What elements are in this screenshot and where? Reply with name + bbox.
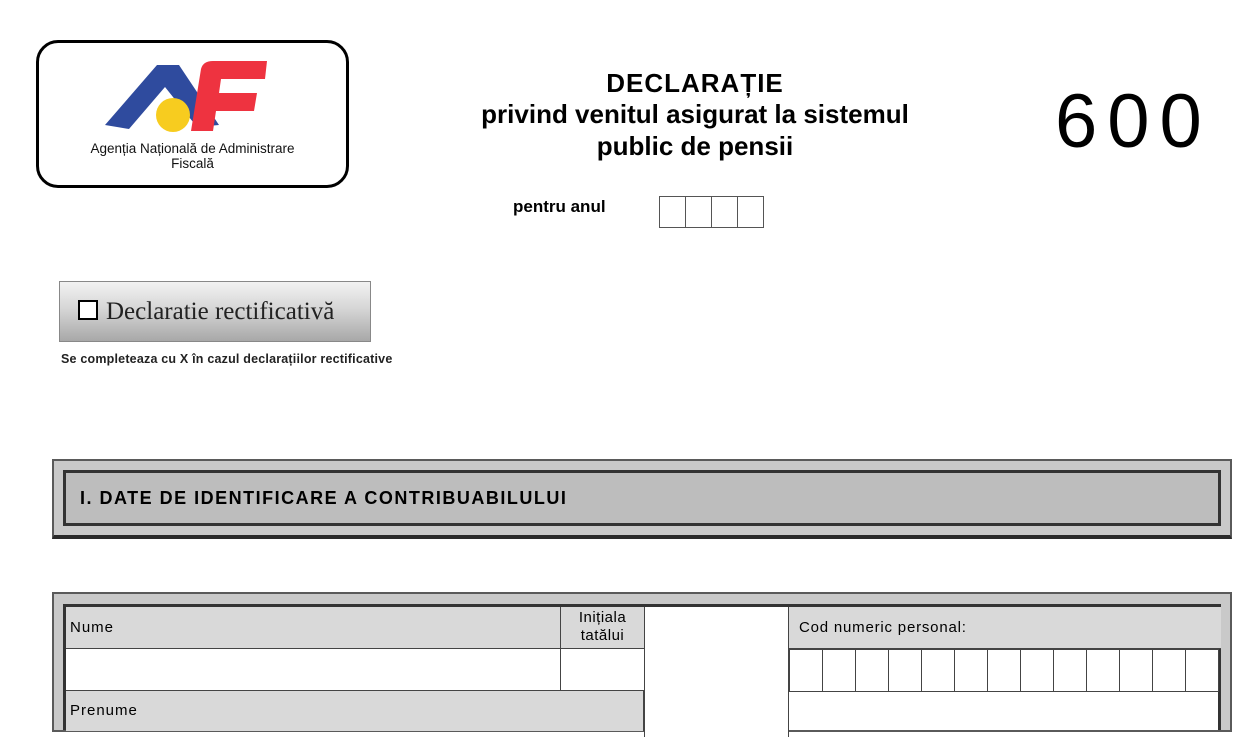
nume-field[interactable] [66, 649, 561, 691]
anaf-logo-icon [99, 55, 269, 143]
cnp-digit-8[interactable] [1020, 649, 1054, 692]
rectificativa-checkbox[interactable] [78, 300, 98, 320]
agency-name-line1: Agenția Națională de Administrare [90, 141, 295, 156]
section-title: I. DATE DE IDENTIFICARE A CONTRIBUABILULUI [63, 470, 1221, 526]
prenume-label: Prenume [66, 691, 644, 731]
initiala-tatalui-field[interactable] [561, 649, 644, 691]
separator-column [644, 607, 789, 737]
rectificativa-note: Se completeaza cu X în cazul declarațiilor rectificative [61, 352, 393, 366]
cnp-digit-13[interactable] [1185, 649, 1219, 692]
cnp-digit-3[interactable] [855, 649, 889, 692]
year-digit-4[interactable] [737, 196, 764, 228]
title-line3: public de pensii [596, 131, 794, 161]
year-digit-1[interactable] [659, 196, 686, 228]
nume-label: Nume [66, 607, 561, 649]
cnp-digit-4[interactable] [888, 649, 922, 692]
year-label: pentru anul [513, 197, 606, 216]
cnp-label: Cod numeric personal: [789, 607, 1221, 649]
title-line1: DECLARAȚIE [606, 68, 784, 98]
cnp-digit-5[interactable] [921, 649, 955, 692]
cnp-digit-2[interactable] [822, 649, 856, 692]
identification-grid [63, 604, 1221, 730]
cnp-digit-11[interactable] [1119, 649, 1153, 692]
year-digit-3[interactable] [711, 196, 738, 228]
rectificativa-label: Declaratie rectificativă [106, 297, 335, 325]
cnp-digit-9[interactable] [1053, 649, 1087, 692]
cnp-digit-10[interactable] [1086, 649, 1120, 692]
form-number: 600 [1055, 79, 1212, 164]
anaf-logo [36, 40, 349, 188]
rectificativa-option[interactable] [59, 281, 371, 342]
year-digit-2[interactable] [685, 196, 712, 228]
cnp-digit-1[interactable] [789, 649, 823, 692]
section-header [52, 459, 1232, 539]
form-title [430, 68, 960, 162]
agency-name-line2: Fiscală [171, 156, 214, 171]
cnp-digit-7[interactable] [987, 649, 1021, 692]
cnp-digit-6[interactable] [954, 649, 988, 692]
identification-table [52, 592, 1232, 732]
year-input-group [659, 196, 763, 228]
initiala-tatalui-label: Inițiala tatălui [561, 607, 644, 649]
title-line2: privind venitul asigurat la sistemul [481, 99, 909, 129]
cnp-input-group [789, 649, 1218, 692]
agency-name [39, 141, 346, 171]
cnp-digit-12[interactable] [1152, 649, 1186, 692]
